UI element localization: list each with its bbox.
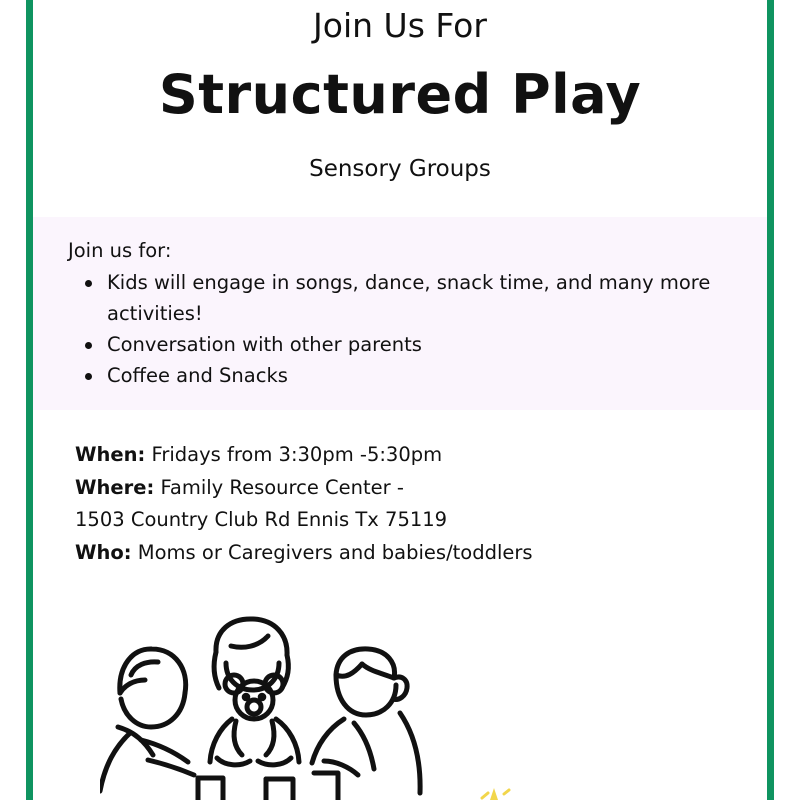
who-row (75, 537, 755, 570)
list-item: Conversation with other parents (80, 329, 740, 360)
who-value: Moms or Caregivers and babies/toddlers (137, 540, 533, 564)
when-label: When: (75, 443, 146, 466)
where-value: Family Resource Center - (160, 475, 404, 499)
header-kicker: Join Us For (313, 6, 487, 45)
when-row (75, 439, 755, 472)
sparkle-icon (478, 784, 512, 800)
page-title: Structured Play (158, 63, 642, 126)
where-row (75, 472, 755, 505)
who-label: Who: (75, 540, 132, 564)
page-subtitle: Sensory Groups (309, 156, 491, 182)
activities-list (80, 267, 740, 391)
event-details (75, 439, 755, 569)
address-value: 1503 Country Club Rd Ennis Tx 75119 (75, 508, 448, 531)
where-label: Where: (75, 475, 155, 499)
children-playing-icon (100, 615, 520, 800)
address-row (75, 504, 755, 537)
activities-intro: Join us for: (68, 239, 172, 262)
list-item: Coffee and Snacks (80, 360, 740, 391)
list-item: Kids will engage in songs, dance, snack time, and many more activities! (80, 267, 740, 329)
when-value: Fridays from 3:30pm -5:30pm (151, 443, 443, 466)
